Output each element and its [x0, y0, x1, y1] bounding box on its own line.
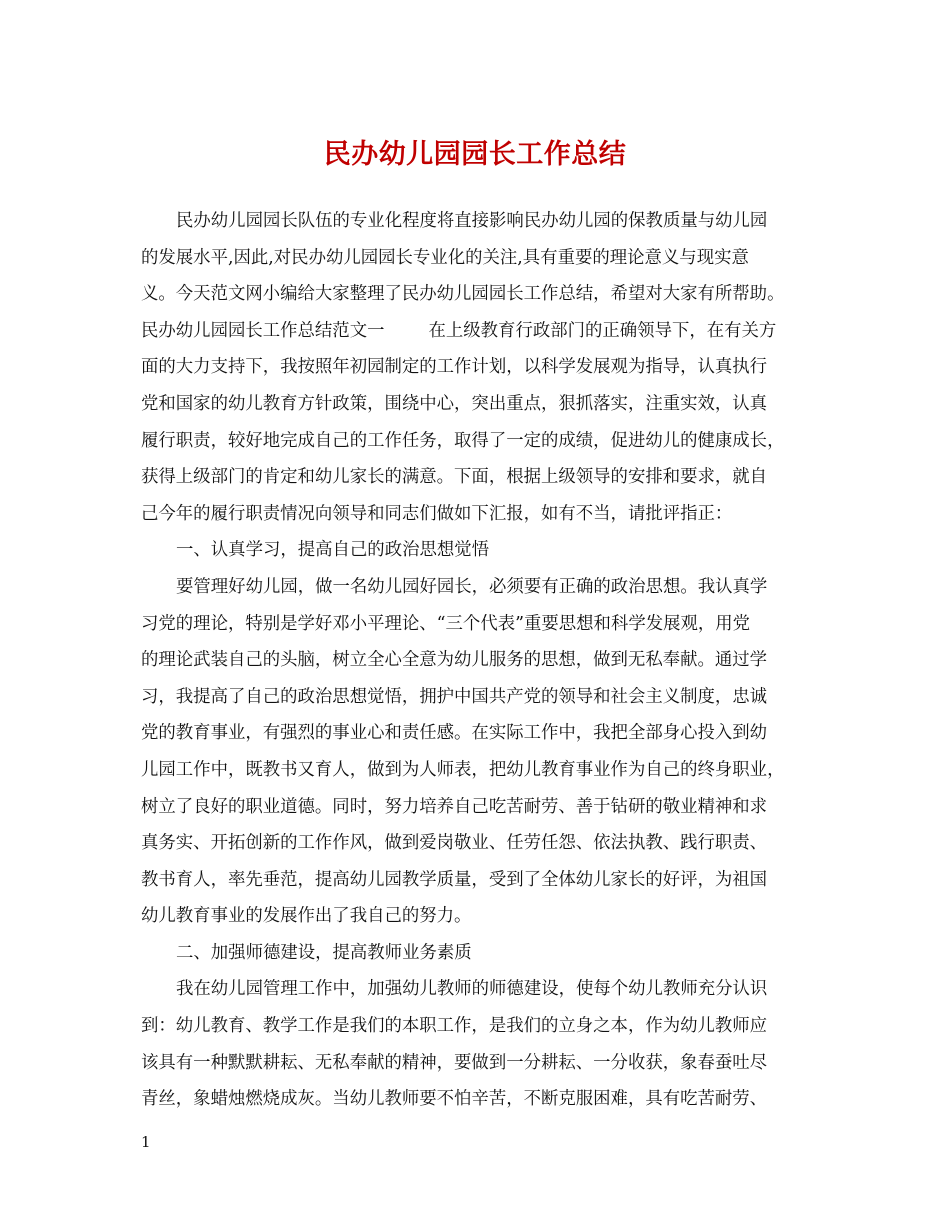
- text-line: [141, 459, 821, 496]
- text-line: [141, 349, 821, 386]
- text-line-content: 一、认真学习，提高自己的政治思想觉悟: [176, 540, 490, 561]
- text-line-content: 幼儿教育事业的发展作出了我自己的努力。: [141, 906, 472, 927]
- text-line-content: 民办幼儿园园长队伍的专业化程度将直接影响民办幼儿园的保教质量与幼儿园: [176, 211, 768, 231]
- page-number: 1: [141, 1133, 151, 1151]
- text-line: [141, 386, 821, 423]
- text-line-content: 习党的理论，特别是学好邓小平理论、“三个代表”重要思想和科学发展观，用党: [141, 613, 751, 634]
- text-line: [141, 679, 821, 716]
- text-line-content: 教书育人，率先垂范，提高幼儿园教学质量，受到了全体幼儿家长的好评，为祖国: [141, 869, 768, 890]
- text-line: [141, 752, 821, 789]
- text-line: [141, 898, 821, 935]
- text-line-content: 二、加强师德建设，提高教师业务素质: [176, 942, 472, 963]
- text-line-content: 该具有一种默默耕耘、无私奉献的精神，要做到一分耕耘、一分收获，象春蚕吐尽: [141, 1052, 768, 1073]
- text-line: [141, 642, 821, 679]
- text-line-content: 义。今天范文网小编给大家整理了民办幼儿园园长工作总结，希望对大家有所帮助。: [141, 284, 785, 305]
- text-line-content: 获得上级部门的肯定和幼儿家长的满意。下面，根据上级领导的安排和要求，就自: [141, 467, 768, 488]
- text-line-content: 党的教育事业，有强烈的事业心和责任感。在实际工作中，我把全部身心投入到幼: [141, 723, 768, 744]
- text-line-content: 真务实、开拓创新的工作作风，做到爱岗敬业、任劳任怨、依法执教、践行职责、: [141, 833, 768, 854]
- text-line-content: 己今年的履行职责情况向领导和同志们做如下汇报，如有不当，请批评指正：: [141, 503, 733, 524]
- text-line: [141, 825, 821, 862]
- text-line: [141, 789, 821, 826]
- text-line: [141, 532, 821, 569]
- text-line-content: 要管理好幼儿园，做一名幼儿园好园长，必须要有正确的政治思想。我认真学: [176, 576, 768, 597]
- text-line: [141, 971, 821, 1008]
- text-line-content: 的发展水平,因此,对民办幼儿园园长专业化的关注,具有重要的理论意义与现实意: [141, 247, 749, 268]
- text-line-continuation: 在上级教育行政部门的正确领导下，在有关方: [428, 320, 777, 341]
- text-line: [141, 1008, 821, 1045]
- text-line: [141, 240, 821, 277]
- document-title: 民办幼儿园园长工作总结: [323, 139, 627, 170]
- text-line: [141, 606, 821, 643]
- text-line: [141, 276, 821, 313]
- text-line: [141, 862, 821, 899]
- text-line-content: 履行职责，较好地完成自己的工作任务，取得了一定的成绩，促进幼儿的健康成长，: [141, 430, 785, 451]
- text-line-content: 党和国家的幼儿教育方针政策，围绕中心，突出重点，狠抓落实，注重实效，认真: [141, 393, 768, 414]
- document-body: [141, 203, 821, 1118]
- text-line: [141, 203, 821, 240]
- text-line-content: 我在幼儿园管理工作中，加强幼儿教师的师德建设，使每个幼儿教师充分认识: [176, 979, 768, 1000]
- text-line-content: 面的大力支持下，我按照年初园制定的工作计划，以科学发展观为指导，认真执行: [141, 357, 768, 378]
- text-line-content: 树立了良好的职业道德。同时，努力培养自己吃苦耐劳、善于钻研的敬业精神和求: [141, 796, 768, 817]
- text-line-content: 儿园工作中，既教书又育人，做到为人师表，把幼儿教育事业作为自己的终身职业，: [141, 759, 785, 780]
- text-line: [141, 1045, 821, 1082]
- text-line-content: 青丝，象蜡烛燃烧成灰。当幼儿教师要不怕辛苦，不断克服困难，具有吃苦耐劳、: [141, 1089, 768, 1110]
- text-line: [141, 715, 821, 752]
- text-line: [141, 1081, 821, 1118]
- text-line-content: 的理论武装自己的头脑，树立全心全意为幼儿服务的思想，做到无私奉献。通过学: [141, 650, 768, 671]
- text-line-content: 到：幼儿教育、教学工作是我们的本职工作，是我们的立身之本，作为幼儿教师应: [141, 1016, 768, 1037]
- text-line-content: 民办幼儿园园长工作总结范文一: [141, 320, 385, 341]
- text-line: [141, 569, 821, 606]
- text-line: [141, 423, 821, 460]
- text-line: [141, 935, 821, 972]
- text-line: [141, 313, 821, 350]
- text-line-content: 习，我提高了自己的政治思想觉悟，拥护中国共产党的领导和社会主义制度，忠诚: [141, 686, 768, 707]
- text-line: [141, 496, 821, 533]
